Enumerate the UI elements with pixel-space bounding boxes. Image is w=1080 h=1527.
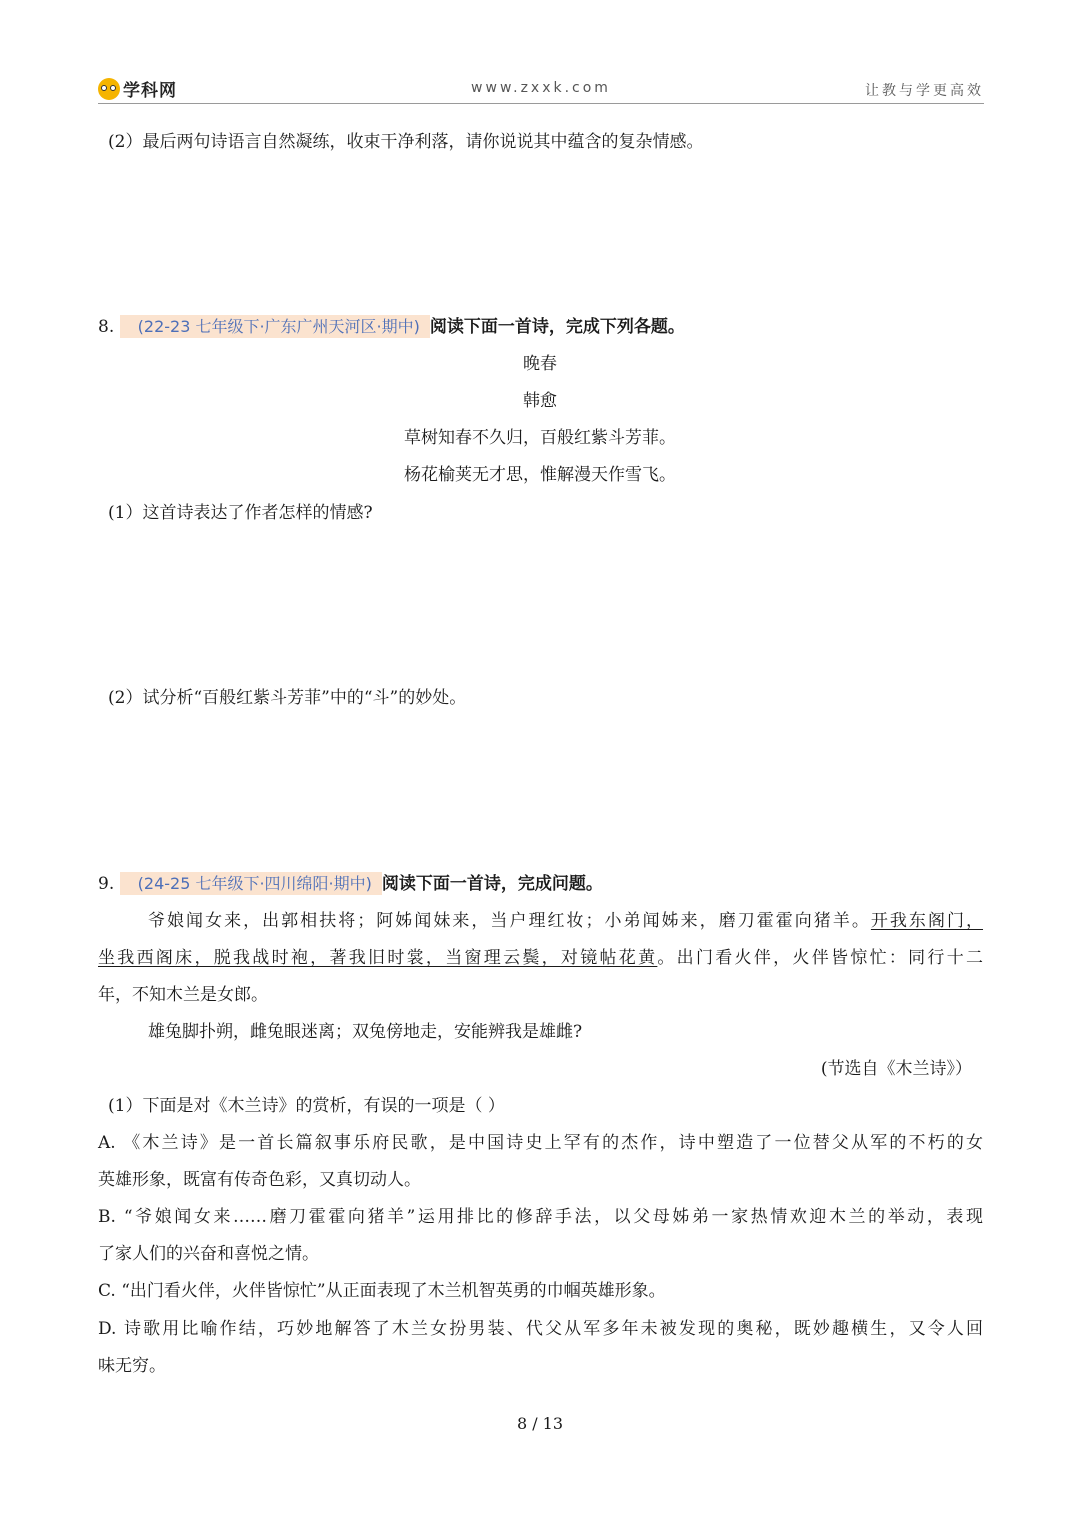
header-divider (98, 103, 984, 104)
q9-passage-line-1 (148, 910, 983, 932)
passage-text: 爷娘闻女来，出郭相扶将；阿姊闻妹来，当户理红妆；小弟闻姊来，磨刀霍霍向猪羊。 (148, 911, 871, 931)
q8-sub2: (2）试分析“百般红紫斗芳菲”中的“斗”的妙处。 (108, 688, 467, 708)
logo-text: 学科网 (123, 81, 177, 101)
passage-text: 。出门看火伴，火伴皆惊忙：同行十二 (657, 948, 984, 968)
q9-sub1: (1）下面是对《木兰诗》的赏析，有误的一项是（ ） (108, 1096, 505, 1116)
option-b-line-2: 了家人们的兴奋和喜悦之情。 (98, 1244, 319, 1264)
underlined-text: 坐我西阁床，脱我战时袍，著我旧时裳，当窗理云鬓，对镜帖花黄 (98, 948, 658, 968)
poem-line-2: 杨花榆荚无才思，惟解漫天作雪飞。 (404, 465, 676, 485)
slogan: 让教与学更高效 (865, 83, 984, 99)
page-header (98, 76, 984, 104)
site-url: www.zxxk.com (471, 80, 611, 96)
page-number: 8 / 13 (516, 1414, 564, 1433)
option-a-line-1: A. 《木兰诗》是一首长篇叙事乐府民歌，是中国诗史上罕有的杰作，诗中塑造了一位替父从军的不朽的女 (98, 1133, 983, 1153)
q9-heading (98, 873, 603, 895)
q7-sub2: (2）最后两句诗语言自然凝练，收束干净利落，请你说说其中蕴含的复杂情感。 (108, 132, 704, 152)
q9-passage-source: (节选自《木兰诗》） (820, 1059, 972, 1079)
q9-number: 9. (98, 874, 115, 894)
q8-instruction: 阅读下面一首诗，完成下列各题。 (429, 317, 685, 337)
option-b-line-1: B. “爷娘闻女来……磨刀霍霍向猪羊”运用排比的修辞手法，以父母姊弟一家热情欢迎木兰的举动，表现 (98, 1207, 983, 1227)
q9-source-tag: (24-25 七年级下·四川绵阳·期中) (120, 872, 382, 895)
underlined-text: 开我东阁门， (870, 911, 984, 931)
option-c: C. “出门看火伴，火伴皆惊忙”从正面表现了木兰机智英勇的巾帼英雄形象。 (98, 1281, 666, 1301)
q8-sub1: (1）这首诗表达了作者怎样的情感? (108, 503, 373, 523)
q8-source-tag: (22-23 七年级下·广东广州天河区·期中) (120, 315, 430, 338)
poem-title: 晚春 (523, 354, 557, 374)
q9-passage-line-3: 年，不知木兰是女郎。 (98, 985, 268, 1005)
option-d-line-1: D. 诗歌用比喻作结，巧妙地解答了木兰女扮男装、代父从军多年未被发现的奥秘，既妙趣横生，又令人回 (98, 1319, 983, 1339)
poem-line-1: 草树知春不久归，百般红紫斗芳菲。 (404, 428, 676, 448)
option-d-line-2: 味无穷。 (98, 1356, 166, 1376)
q9-passage-line-2 (98, 947, 983, 969)
q8-number: 8. (98, 317, 115, 337)
option-a-line-2: 英雄形象，既富有传奇色彩，又真切动人。 (98, 1170, 421, 1190)
q9-passage-para-2: 雄兔脚扑朔，雌兔眼迷离；双兔傍地走，安能辨我是雄雌? (148, 1022, 583, 1042)
q9-instruction: 阅读下面一首诗，完成问题。 (381, 874, 603, 894)
q8-heading (98, 316, 685, 338)
poem-author: 韩愈 (523, 391, 557, 411)
